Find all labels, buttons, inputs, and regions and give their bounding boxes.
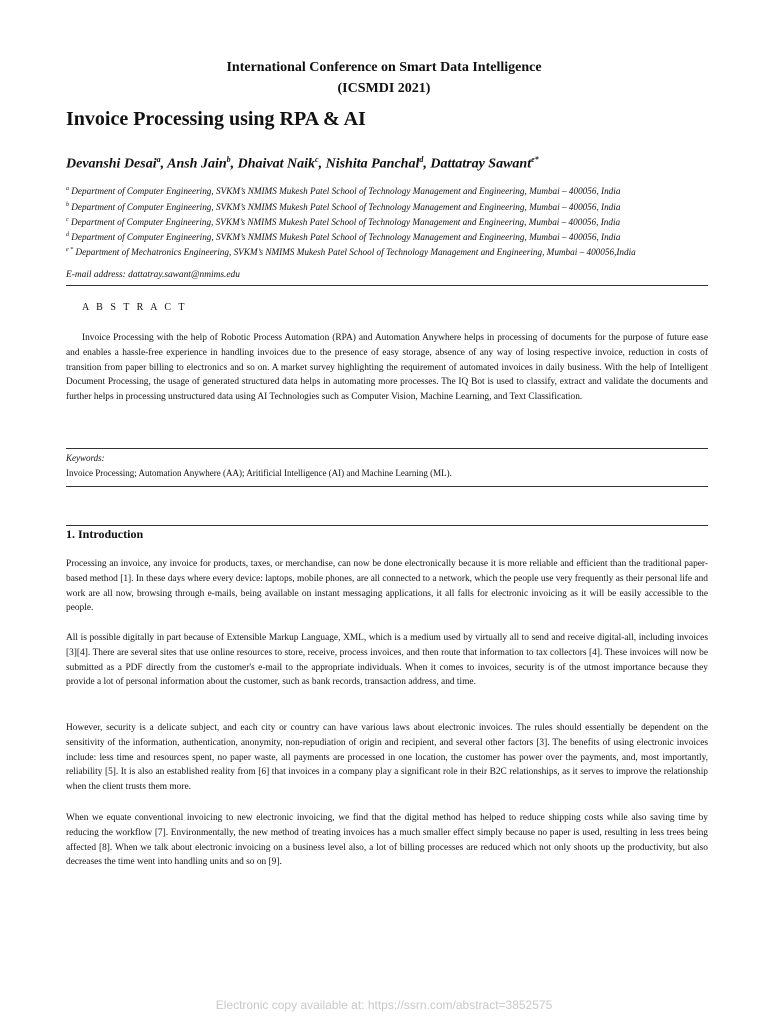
conference-short-name: (ICSMDI 2021): [337, 81, 431, 96]
author-list: [66, 155, 539, 173]
affiliation-line: [66, 217, 620, 227]
affiliation-line: [66, 232, 620, 242]
body-paragraph: However, security is a delicate subject, and each city or country can have various laws about electronic invoices. The rules should essentially be dependent on the sensitivity of the information, authentication, anonymity, non-repudiation of origin and recipient, and several other factors [3]. The benefits of using electronic invoices include: less time and resources spent, no paper waste, all payments are processed in one location, the customer has power over the payments, and, most importantly, reliability [5]. It is also an established reality from [6] that invoices in a company play a significant role in their B2C relationships, as it serves to improve the relationship when the client trusts them more.: [66, 723, 708, 793]
affiliation-text: Department of Computer Engineering, SVKM’s NMIMS Mukesh Patel School of Technology Management and Engineering, Mumbai – 400056, India: [71, 202, 621, 213]
author-separator: ,: [318, 156, 326, 172]
author-affiliation-mark: a: [156, 155, 161, 164]
author-separator: ,: [423, 156, 431, 172]
affiliation-mark: b: [66, 202, 69, 208]
author-separator: ,: [160, 156, 168, 172]
affiliation-mark: a: [66, 186, 69, 192]
affiliation-text: Department of Computer Engineering, SVKM’s NMIMS Mukesh Patel School of Technology Management and Engineering, Mumbai – 400056, India: [71, 186, 621, 197]
affiliation-text: Department of Computer Engineering, SVKM’s NMIMS Mukesh Patel School of Technology Management and Engineering, Mumbai – 400056, India: [71, 232, 621, 243]
author-affiliation-mark: d: [419, 155, 424, 164]
author-name: Nishita Panchal: [325, 156, 420, 172]
author-name: Devanshi Desai: [66, 156, 157, 172]
section-heading: 1. Introduction: [66, 527, 144, 541]
author-affiliation-mark: b: [226, 155, 231, 164]
body-paragraph: Processing an invoice, any invoice for products, taxes, or merchandise, can now be done electronically because it is more reliable and efficient than the traditional paper-based method [1]. In these days where every device: laptops, mobile phones, are all connected to a network, which the people use very frequently as their personal life and work are all now, browsing through e-mails, being available on instant messaging applications, it all falls for electronic invoicing as it will be easily accessible to the people.: [66, 559, 708, 614]
author-affiliation-mark: c: [315, 155, 319, 164]
body-paragraph: When we equate conventional invoicing to new electronic invoicing, we find that the digital method has helped to reduce shipping costs while also saving time by reducing the workflow [7]. Environmentally, the new method of treating invoices has a much smaller effect simply because no paper is used, resulting in less trees being affected [8]. When we talk about electronic invoicing on a business level also, a lot of billing processes are reduced which not only shoots up the productivity, but also decreases the time went into handling units and so on [9].: [66, 813, 708, 868]
affiliation-line: [66, 202, 620, 212]
author-name: Dhaivat Naik: [237, 156, 316, 172]
corresponding-email: E-mail address: dattatray.sawant@nmims.edu: [66, 270, 240, 280]
author-separator: ,: [230, 156, 238, 172]
divider: [66, 285, 708, 286]
affiliation-mark: e *: [66, 247, 74, 253]
author-name: Ansh Jain: [167, 156, 227, 172]
paper-title: Invoice Processing using RPA & AI: [66, 108, 366, 130]
divider: [66, 486, 708, 487]
affiliation-text: Department of Mechatronics Engineering, SVKM’s NMIMS Mukesh Patel School of Technology Management and Engineering, Mumbai – 400056,India: [75, 247, 636, 258]
affiliation-line: [66, 247, 636, 257]
affiliation-line: [66, 186, 620, 196]
conference-name: International Conference on Smart Data Intelligence: [226, 60, 542, 75]
divider: [66, 525, 708, 526]
keywords-text: Invoice Processing; Automation Anywhere (AA); Aritificial Intelligence (AI) and Machine Learning (ML).: [66, 468, 452, 478]
affiliation-mark: d: [66, 232, 69, 238]
body-paragraph: All is possible digitally in part because of Extensible Markup Language, XML, which is a medium used by virtually all to send and receive digital-all, including invoices [3][4]. There are several sites that use online resources to store, receive, process invoices, and then route that information to tax collectors [4]. These invoices will now be submitted as a PDF directly from the customer's e-mail to the appropriate individuals. When it comes to invoices, security is of the utmost importance because they provide a lot of personal information about the customer, such as bank records, transaction address, and time.: [66, 633, 708, 688]
keywords-label: Keywords:: [66, 453, 105, 463]
author-affiliation-mark: e*: [531, 155, 539, 164]
ssrn-footer: Electronic copy available at: https://ssrn.com/abstract=3852575: [215, 998, 553, 1012]
abstract-heading: A B S T R A C T: [82, 302, 188, 313]
affiliation-mark: c: [66, 217, 69, 223]
divider: [66, 448, 708, 449]
affiliation-text: Department of Computer Engineering, SVKM’s NMIMS Mukesh Patel School of Technology Management and Engineering, Mumbai – 400056, India: [70, 217, 621, 228]
abstract-body: Invoice Processing with the help of Robotic Process Automation (RPA) and Automation Anywhere helps in processing of documents for the purpose of future ease and enables a hassle-free experience in handling invoices due to the presence of easy storage, absence of any way of losing respective invoice, reduction in costs of transition from paper billing to electronics and so on. A market survey highlighting the requirement of automated invoices in daily business. With the help of Intelligent Document Processing, the usage of generated structured data helps in automating more processes. The IQ Bot is used to classify, extract and validate the documents and further helps in processing unstructured data using AI Technologies such as Computer Vision, Machine Learning, and Text Classification.: [66, 333, 708, 403]
author-name: Dattatray Sawant: [430, 156, 532, 172]
